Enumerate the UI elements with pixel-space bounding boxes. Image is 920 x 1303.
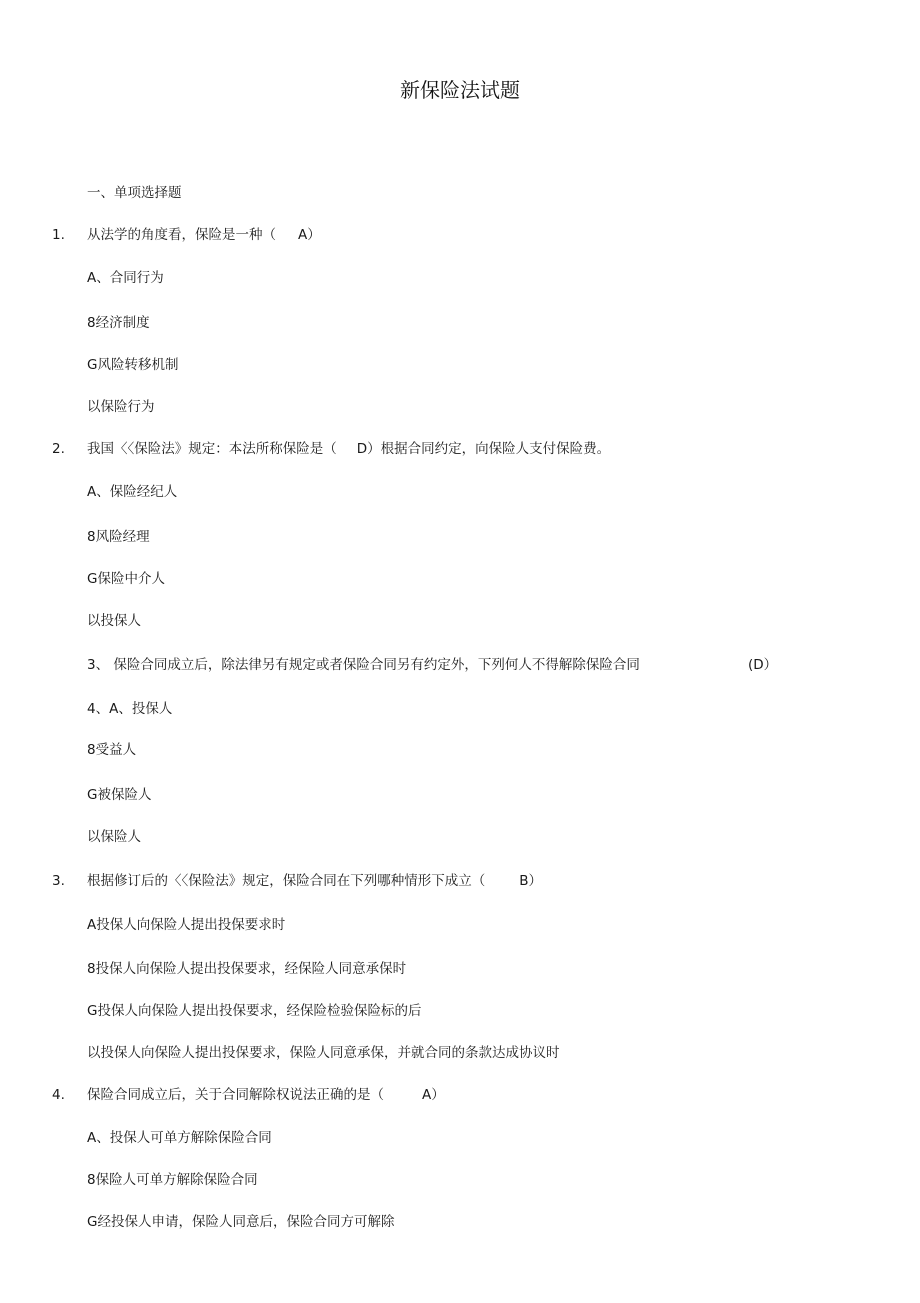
question-2-stem	[87, 440, 610, 458]
question-4-text: 保险合同成立后，关于合同解除权说法正确的是（	[87, 1087, 384, 1103]
question-3b-option-d: 以保险人	[87, 829, 141, 845]
question-3b-stem: 3、 保险合同成立后，除法律另有规定或者保险合同另有约定外，下列何人不得解除保险合同	[87, 657, 640, 673]
question-4-option-c: G经投保人申请，保险人同意后，保险合同方可解除	[87, 1214, 395, 1230]
question-3b-option-a: 4、A、投保人	[87, 701, 173, 717]
question-2-option-d: 以投保人	[87, 613, 141, 629]
question-3-text: 根据修订后的〈〈保险法》规定，保险合同在下列哪种情形下成立（	[87, 873, 486, 889]
question-1-stem	[87, 226, 321, 244]
question-1-option-d: 以保险行为	[87, 399, 155, 415]
question-3-option-c: G投保人向保险人提出投保要求，经保险检验保险标的后	[87, 1003, 422, 1019]
question-1-text: 从法学的角度看，保险是一种（	[87, 227, 276, 243]
question-4-answer: A）	[422, 1087, 445, 1103]
document-title: 新保险法试题	[400, 78, 520, 102]
question-3-answer: B）	[519, 873, 543, 889]
question-1-option-b: 8经济制度	[87, 315, 150, 331]
question-2-option-c: G保险中介人	[87, 571, 165, 587]
question-4-option-b: 8保险人可单方解除保险合同	[87, 1172, 258, 1188]
question-2-option-b: 8风险经理	[87, 529, 150, 545]
question-3b-option-b: 8受益人	[87, 742, 137, 758]
question-3-number: 3.	[52, 873, 65, 889]
question-3-option-d: 以投保人向保险人提出投保要求，保险人同意承保，并就合同的条款达成协议时	[87, 1045, 560, 1061]
question-2-option-a: A、保险经纪人	[87, 484, 178, 500]
question-4-stem	[87, 1086, 445, 1104]
section-heading: 一、单项选择题	[87, 185, 182, 201]
question-3b-answer: (D）	[748, 657, 778, 673]
question-3-option-a: A投保人向保险人提出投保要求时	[87, 917, 286, 933]
question-1-option-a: A、合同行为	[87, 270, 164, 286]
question-2-answer: D）根据合同约定，向保险人支付保险费。	[356, 441, 611, 457]
question-1-number: 1.	[52, 227, 65, 243]
question-1-option-c: G风险转移机制	[87, 357, 179, 373]
question-4-option-a: A、投保人可单方解除保险合同	[87, 1130, 272, 1146]
question-3b-option-c: G被保险人	[87, 787, 152, 803]
question-1-answer: A）	[298, 227, 321, 243]
question-4-number: 4.	[52, 1087, 65, 1103]
question-3-option-b: 8投保人向保险人提出投保要求，经保险人同意承保时	[87, 961, 407, 977]
question-3-stem	[87, 872, 542, 890]
question-2-number: 2.	[52, 441, 65, 457]
question-2-text: 我国〈〈保险法》规定：本法所称保险是（	[87, 441, 337, 457]
